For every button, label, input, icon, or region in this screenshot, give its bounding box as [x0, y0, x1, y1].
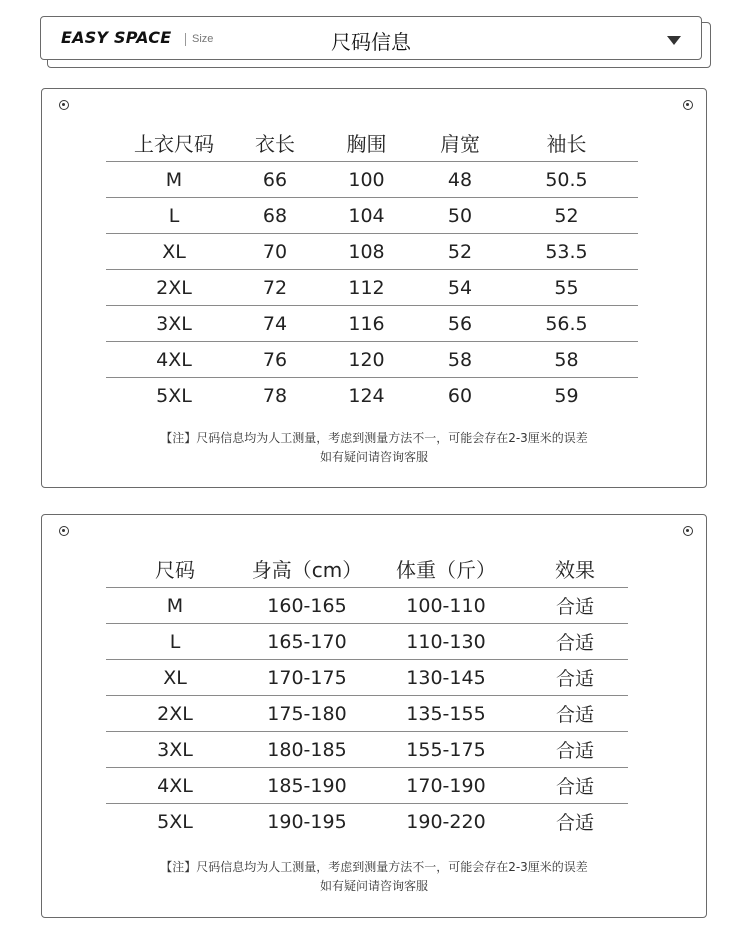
table-cell: 54 — [425, 270, 495, 306]
table-cell: 72 — [242, 270, 308, 306]
table-cell: 合适 — [555, 812, 594, 834]
measurement-note — [42, 429, 706, 467]
table-cell: 70 — [242, 234, 308, 270]
table-cell: 4XL — [106, 342, 242, 378]
table-cell: 68 — [242, 198, 308, 234]
table-cell: 48 — [425, 162, 495, 198]
fit-recommendation-table — [106, 549, 628, 839]
table-row — [106, 198, 638, 234]
table-cell: M — [106, 162, 242, 198]
table-row — [106, 162, 638, 198]
table-row — [106, 660, 628, 696]
table-cell: 59 — [554, 384, 579, 407]
column-header: 肩宽 — [440, 131, 480, 156]
table-cell: 175-180 — [244, 696, 370, 732]
table-cell: 104 — [308, 198, 425, 234]
table-cell: 合适 — [522, 624, 628, 660]
column-header: 胸围 — [346, 131, 387, 156]
table-cell: 50 — [425, 198, 495, 234]
table-cell: 74 — [242, 306, 308, 342]
table-cell: 116 — [308, 306, 425, 342]
table-cell: 合适 — [522, 696, 628, 732]
table-cell: L — [106, 624, 244, 660]
table-cell: 185-190 — [244, 768, 370, 804]
table-cell: 190-195 — [267, 810, 347, 833]
table-cell: 56 — [425, 306, 495, 342]
table-cell: 108 — [308, 234, 425, 270]
column-header: 效果 — [555, 557, 595, 582]
column-header: 体重（斤） — [396, 557, 496, 582]
chevron-down-icon[interactable] — [667, 36, 681, 45]
table-cell: 170-190 — [370, 768, 522, 804]
note-line-2: 如有疑问请咨询客服 — [319, 879, 428, 893]
table-cell: 124 — [348, 384, 385, 407]
table-cell: 合适 — [522, 768, 628, 804]
table-cell: XL — [106, 660, 244, 696]
rivet-icon — [59, 100, 69, 110]
table-cell: 2XL — [106, 696, 244, 732]
table-cell: 170-175 — [244, 660, 370, 696]
table-cell: 3XL — [106, 732, 244, 768]
table-cell: 76 — [242, 342, 308, 378]
table-cell: 160-165 — [244, 588, 370, 624]
table-row — [106, 768, 628, 804]
table-cell: 3XL — [106, 306, 242, 342]
rivet-icon — [683, 526, 693, 536]
table-cell: 合适 — [522, 588, 628, 624]
table-cell: 66 — [242, 162, 308, 198]
fit-recommendation-panel — [41, 514, 707, 918]
table-cell: 56.5 — [495, 306, 638, 342]
table-row — [106, 696, 628, 732]
rivet-icon — [683, 100, 693, 110]
column-header: 衣长 — [255, 131, 295, 156]
table-cell: 52 — [425, 234, 495, 270]
size-selector-bar[interactable] — [40, 16, 702, 60]
table-cell: 112 — [308, 270, 425, 306]
table-row — [106, 342, 638, 378]
table-cell: 78 — [262, 384, 288, 407]
table-row — [106, 234, 638, 270]
column-header: 上衣尺码 — [134, 131, 214, 156]
table-cell: 52 — [495, 198, 638, 234]
table-cell: 100-110 — [370, 588, 522, 624]
table-cell: 180-185 — [244, 732, 370, 768]
table-cell: M — [106, 588, 244, 624]
table-cell: 53.5 — [495, 234, 638, 270]
note-line-2: 如有疑问请咨询客服 — [319, 450, 428, 464]
table-cell: 合适 — [522, 660, 628, 696]
table-cell: 155-175 — [370, 732, 522, 768]
table-cell: 50.5 — [495, 162, 638, 198]
table-row — [106, 732, 628, 768]
table-cell: 190-220 — [406, 810, 486, 833]
table-row — [106, 270, 638, 306]
table-cell: L — [106, 198, 242, 234]
table-cell: 60 — [447, 384, 473, 407]
brand-subtitle: Size — [192, 33, 214, 45]
table-cell: XL — [106, 234, 242, 270]
table-cell: 130-145 — [370, 660, 522, 696]
table-row — [106, 588, 628, 624]
column-header: 尺码 — [155, 557, 195, 582]
table-row — [106, 804, 628, 840]
table-cell: 55 — [495, 270, 638, 306]
measurement-note — [42, 858, 706, 896]
table-cell: 120 — [308, 342, 425, 378]
table-row — [106, 378, 638, 414]
garment-size-panel — [41, 88, 707, 488]
column-header: 身高（cm） — [251, 557, 363, 582]
table-header-row — [106, 123, 638, 162]
table-header-row — [106, 549, 628, 588]
table-row — [106, 624, 628, 660]
note-line-1: 【注】尺码信息均为人工测量，考虑到测量方法不一，可能会存在2-3厘米的误差 — [160, 431, 588, 445]
table-cell: 合适 — [522, 732, 628, 768]
table-cell: 110-130 — [370, 624, 522, 660]
rivet-icon — [59, 526, 69, 536]
brand-logo: EASY SPACE — [61, 28, 172, 47]
table-cell: 5XL — [156, 384, 192, 407]
table-cell: 165-170 — [244, 624, 370, 660]
table-cell: 4XL — [106, 768, 244, 804]
table-cell: 58 — [425, 342, 495, 378]
note-line-1: 【注】尺码信息均为人工测量，考虑到测量方法不一，可能会存在2-3厘米的误差 — [160, 860, 588, 874]
table-cell: 5XL — [157, 810, 193, 833]
garment-size-table — [106, 123, 638, 413]
table-row — [106, 306, 638, 342]
column-header: 袖长 — [546, 131, 587, 156]
page-title: 尺码信息 — [331, 30, 411, 54]
table-cell: 135-155 — [370, 696, 522, 732]
table-cell: 100 — [308, 162, 425, 198]
table-cell: 58 — [495, 342, 638, 378]
table-cell: 2XL — [106, 270, 242, 306]
